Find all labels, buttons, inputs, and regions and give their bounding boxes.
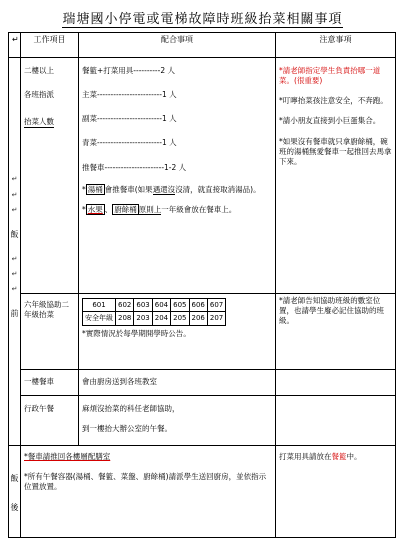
cart-return: *餐車請推回各樓層配膳室 (24, 452, 111, 461)
container-return: *所有午餐容器(湯桶、餐籃、菜盤、廚餘桶)請派學生送回廚房，並依指示位置放置。 (24, 472, 267, 492)
class-cell: 204 (152, 312, 170, 325)
task-grade6-help (79, 294, 276, 370)
phase-label-2: 前 (10, 308, 19, 318)
phase-label-1: 飯 (10, 229, 19, 239)
class-cell: 606 (189, 299, 207, 312)
class-cell: 602 (116, 299, 134, 312)
carrier-line: 餐籃+打菜用具----------2 人 (82, 66, 176, 75)
row-ground-cart (9, 370, 396, 396)
header-marker: ↵ (9, 33, 21, 58)
task-carriers (79, 58, 276, 294)
row-carriers (9, 58, 396, 294)
task-ground-cart: 會由廚房送到各班教室 (79, 370, 276, 396)
header-note: 注意事項 (276, 33, 396, 58)
soup-note: * 湯桶 會推餐車(如果遇還沒沒清，就直接取消湯品)。 (82, 184, 261, 194)
class-cell: 205 (171, 312, 189, 325)
item-admin-lunch: 行政午餐 (21, 396, 79, 446)
header-item: 工作項目 (21, 33, 79, 58)
announce-note: *實際情況於每學期開學時公告。 (82, 328, 191, 338)
class-cell: 203 (134, 312, 152, 325)
phase-before-meal: ↵ ↵ ↵ 飯 ↵ ↵ ↵ 前 (9, 58, 21, 446)
task-admin-lunch: 麻煩沒抬菜的科任老師協助， 到一樓抬大辦公室的午餐。 (79, 396, 276, 446)
class-cell: 207 (207, 312, 225, 325)
note-carriers (276, 58, 396, 294)
page-title: 瑞塘國小停電或電梯故障時班級抬菜相關事項 (62, 12, 343, 27)
phase-after-label-1: 飯 (10, 473, 19, 483)
note-admin-lunch (276, 396, 396, 446)
class-cell: 206 (189, 312, 207, 325)
note-after-meal: 打菜用具請放在餐籃中。 (276, 446, 396, 538)
fruit-note: * 水果 、 廚餘桶 原則上一年級會放在餐車上。 (82, 204, 237, 214)
class-cell: 603 (134, 299, 152, 312)
phase-after-meal (9, 446, 21, 538)
item-carriers: 二樓以上 各班指派 抬菜人數 (21, 58, 79, 294)
carrier-line: 副菜------------------------1 人 (82, 114, 177, 124)
row-after-meal (9, 446, 396, 538)
class-cell: 604 (152, 299, 170, 312)
task-after-meal (21, 446, 276, 538)
note-safety: *叮嚀抬菜孩注意安全，不奔跑。 (279, 96, 388, 106)
carrier-line: 青菜------------------------1 人 (82, 138, 177, 148)
note-no-cart: *如果沒有餐車就只拿廚餘桶，碗班的湯桶無愛餐車一起推回去馬拿下來。 (279, 136, 392, 166)
row-admin-lunch (9, 396, 396, 446)
note-gather: *請小朋友直接到小巨蛋集合。 (279, 116, 381, 126)
phase-after-label-2: 後 (10, 502, 19, 512)
item-ground-cart: 一樓餐車 (21, 370, 79, 396)
lunch-procedure-table (8, 32, 396, 538)
header-task: 配合事項 (79, 33, 276, 58)
carrier-line: 主菜------------------------1 人 (82, 90, 177, 100)
class-cell: 601 (83, 299, 116, 312)
class-cell: 605 (171, 299, 189, 312)
item-grade6-help: 六年級協助二年級抬菜 (21, 294, 79, 370)
carrier-line: 推餐車----------------------1-2 人 (82, 162, 187, 172)
class-pair-table (82, 298, 226, 326)
class-label: 安全年級 (83, 312, 116, 325)
note-assign: *請老師指定學生負責抬哪一道菜。(很重要) (279, 66, 381, 86)
header-row (9, 33, 396, 58)
row-grade6-help (9, 294, 396, 370)
note-ground-cart (276, 370, 396, 396)
class-cell: 208 (116, 312, 134, 325)
note-grade6-help: *請老師告知協助班級的數室位置，也請學生廢必記住協助的班級。 (276, 294, 396, 370)
class-cell: 607 (207, 299, 225, 312)
